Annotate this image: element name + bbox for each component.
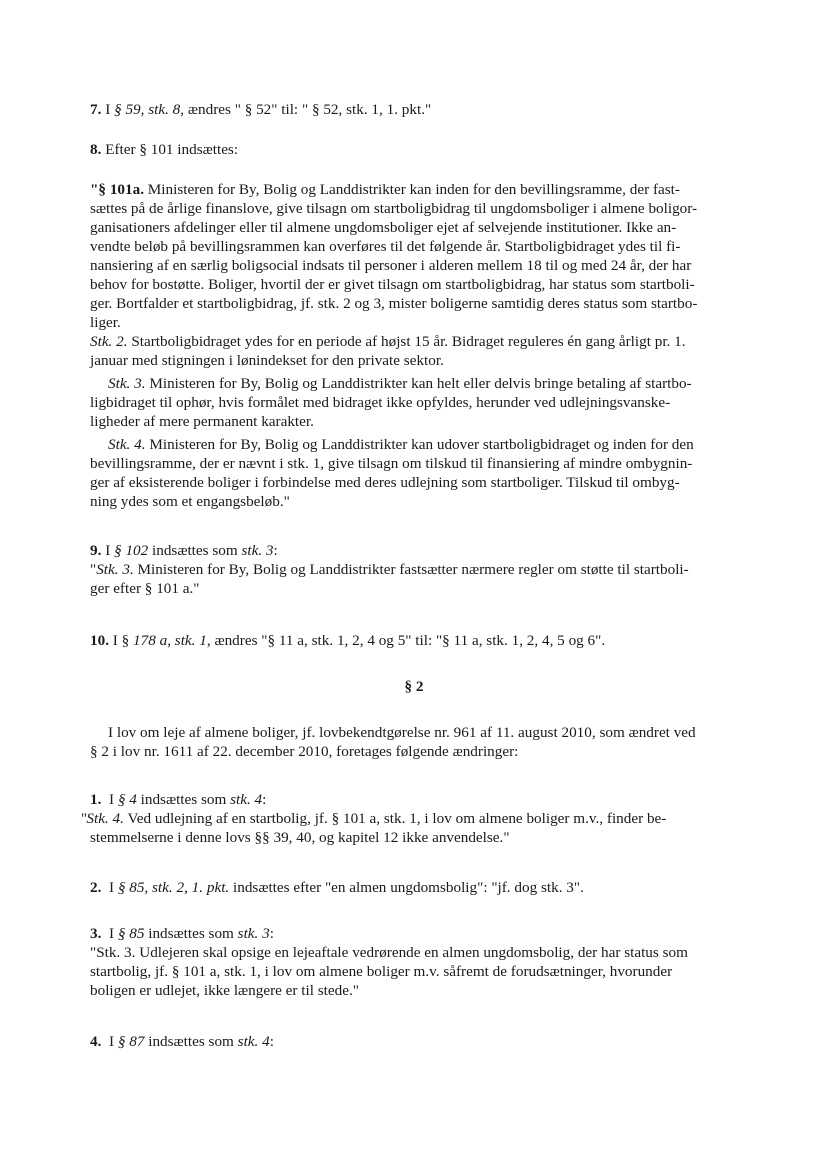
stk3-paragraph <box>90 374 750 393</box>
text-line: Ministeren for By, Bolig og Landdistrikter kan inden for den bevillingsramme, der fast- <box>147 181 680 198</box>
item-number: 9. <box>90 542 102 559</box>
item-text: indsættes efter "en almen ungdomsbolig": "jf. dog stk. 3". <box>229 879 584 896</box>
text-line: ger efter § 101 a." <box>90 580 200 597</box>
item-text: I <box>101 1033 118 1050</box>
text-line: behov for bostøtte. Boliger, hvortil der er givet tilsagn om startboligbidrag, har status som startboli- <box>90 276 695 293</box>
item-number: 2. <box>90 879 102 896</box>
item-number: 8. <box>90 141 102 158</box>
text-line: ger. Bortfalder et startboligbidrag, jf. stk. 2 og 3, mister boligerne samtidig deres status som startbo- <box>90 295 698 312</box>
text-line: Startboligbidraget ydes for en periode af højst 15 år. Bidraget reguleres én gang årligt pr. 1. <box>127 333 686 350</box>
stk-label: Stk. 4. <box>108 436 146 453</box>
stk4-paragraph <box>90 435 750 454</box>
stk-label: Stk. 2. <box>90 333 128 350</box>
item-ref: § 87 <box>117 1033 145 1050</box>
text-line: ligheder af mere permanent karakter. <box>90 413 314 430</box>
text-line: § 2 i lov nr. 1611 af 22. december 2010, foretages følgende ændringer: <box>90 743 519 760</box>
item-ref: § 85, stk. 2, 1. pkt. <box>117 879 230 896</box>
intro-paragraph <box>90 723 750 761</box>
item-ref: § 102 <box>114 542 149 559</box>
text-line: Ministeren for By, Bolig og Landdistrikter fastsætter nærmere regler om støtte til startboli- <box>133 561 689 578</box>
item-stk: stk. 4 <box>237 1033 270 1050</box>
item-stk: stk. 4 <box>230 791 263 808</box>
item-text: ændres " § 52" til: " § 52, stk. 1, 1. pkt." <box>184 101 432 118</box>
text-line: sættes på de årlige finanslove, give tilsagn om startboligbidrag til ungdomsboliger i almene boligor- <box>90 200 698 217</box>
text-line: Ved udlejning af en startbolig, jf. § 101 a, stk. 1, i lov om almene boliger m.v., finder be- <box>123 810 667 827</box>
stk-label: Stk. 3. <box>108 375 146 392</box>
section-101a <box>90 180 750 511</box>
item-text: I § <box>108 632 134 649</box>
law-change-2 <box>90 878 750 897</box>
law-change-3 <box>90 924 750 1000</box>
item-stk: stk. 3 <box>237 925 270 942</box>
item-ref: 178 a, stk. 1, <box>133 632 211 649</box>
text-line: liger. <box>90 314 121 331</box>
item-text: : <box>262 791 267 808</box>
item-number: 3. <box>90 925 102 942</box>
item-text: I <box>101 879 118 896</box>
section-heading: "§ 101a. <box>90 181 144 198</box>
item-number: 4. <box>90 1033 102 1050</box>
text-line: "Stk. 3. Udlejeren skal opsige en lejeaftale vedrørende en almen ungdomsbolig, der har status som <box>90 944 688 961</box>
text-line: startbolig, jf. § 101 a, stk. 1, i lov om almene boliger m.v. såfremt de forudsætninger, hvorunder <box>90 963 673 980</box>
item-text: : <box>273 542 278 559</box>
item-number: 10. <box>90 632 109 649</box>
item-ref: § 59, stk. 8, <box>114 101 185 118</box>
law-change-4 <box>90 1032 750 1051</box>
text-line: bevillingsramme, der er nævnt i stk. 1, give tilsagn om tilskud til finansiering af mindre ombygnin- <box>90 455 693 472</box>
text-line: I lov om leje af almene boliger, jf. lovbekendtgørelse nr. 961 af 11. august 2010, som ændret ved <box>108 724 696 741</box>
item-text: ændres "§ 11 a, stk. 1, 2, 4 og 5" til: "§ 11 a, stk. 1, 2, 4, 5 og 6". <box>210 632 606 649</box>
text-line: januar med stigningen i lønindekset for den private sektor. <box>90 352 444 369</box>
stk-label: "Stk. 4. <box>80 810 124 827</box>
item-text: Efter § 101 indsættes: <box>105 141 239 158</box>
amendment-10 <box>90 631 750 650</box>
text-line: ligbidraget til ophør, hvis formålet med bidraget ikke opfyldes, herunder ved udlejningsvanske- <box>90 394 671 411</box>
text-line: ning ydes som et engangsbeløb." <box>90 493 290 510</box>
section-2-heading: § 2 <box>404 678 424 695</box>
quote-mark: " <box>90 561 97 578</box>
text-line: nansiering af en særlig boligsocial indsats til personer i alderen mellem 18 til og med 24 år, der har <box>90 257 692 274</box>
text-line: vendte beløb på bevillingsrammen kan overføres til det følgende år. Startboligbidraget ydes til fi- <box>90 238 681 255</box>
amendment-9 <box>90 541 750 598</box>
item-text: indsættes som <box>144 925 238 942</box>
item-number: 7. <box>90 101 102 118</box>
text-line: Ministeren for By, Bolig og Landdistrikter kan helt eller delvis bringe betaling af startbo- <box>145 375 692 392</box>
text-line: ganisationers afdelinger eller til almene ungdomsboliger ejet af selvejende institutioner. Ikke an- <box>90 219 677 236</box>
item-stk: stk. 3 <box>241 542 274 559</box>
stk2-paragraph <box>90 332 750 351</box>
text-line: ger af eksisterende boliger i forbindelse med deres udlejning som startboliger. Tilskud til ombyg- <box>90 474 680 491</box>
item-text: indsættes som <box>144 1033 238 1050</box>
item-text: indsættes som <box>136 791 231 808</box>
stk-label: Stk. 3. <box>96 561 134 578</box>
item-text: I <box>101 925 118 942</box>
item-text: I <box>101 542 115 559</box>
item-number: 1. <box>90 791 102 808</box>
item-text: I <box>101 791 118 808</box>
amendment-8 <box>90 140 750 159</box>
text-line: Ministeren for By, Bolig og Landdistrikter kan udover startboligbidraget og inden for den <box>145 436 694 453</box>
law-change-1 <box>80 790 750 847</box>
item-ref: § 4 <box>117 791 137 808</box>
item-ref: § 85 <box>117 925 145 942</box>
item-text: I <box>105 101 115 118</box>
item-text: : <box>269 1033 274 1050</box>
text-line: boligen er udlejet, ikke længere er til stede." <box>90 982 359 999</box>
text-line: stemmelserne i denne lovs §§ 39, 40, og kapitel 12 ikke anvendelse." <box>90 829 510 846</box>
item-text: indsættes som <box>148 542 242 559</box>
amendment-7 <box>90 100 750 119</box>
item-text: : <box>269 925 274 942</box>
